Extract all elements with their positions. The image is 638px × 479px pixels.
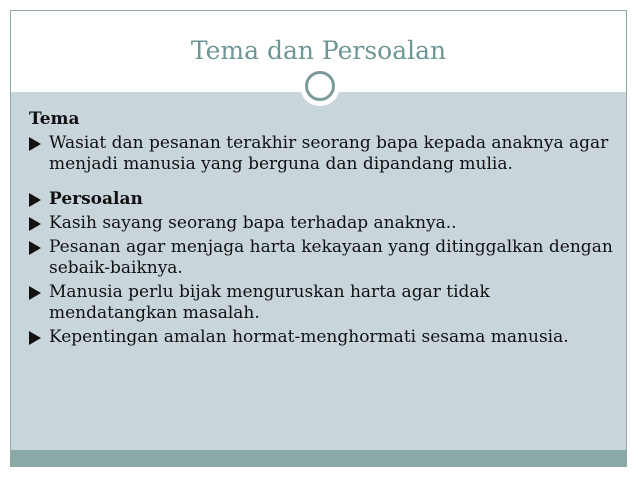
tema-heading: Tema [29, 109, 80, 129]
triangle-bullet-icon [29, 193, 41, 207]
persoalan-item-text: Manusia perlu bijak menguruskan harta agar tidak mendatangkan masalah. [49, 282, 490, 323]
footer-bar [11, 450, 626, 466]
tema-text: Wasiat dan pesanan terakhir seorang bapa kepada anaknya agar menjadi manusia yang berguna dan dipandang mulia. [49, 133, 609, 174]
slide-title: Tema dan Persoalan [190, 36, 447, 65]
persoalan-item [29, 213, 619, 234]
persoalan-item [29, 327, 619, 348]
persoalan-item [29, 282, 619, 324]
persoalan-heading-item [29, 189, 619, 210]
persoalan-item-text: Kepentingan amalan hormat-menghormati sesama manusia. [49, 327, 569, 347]
tema-item [29, 133, 619, 175]
triangle-bullet-icon [29, 286, 41, 300]
triangle-bullet-icon [29, 241, 41, 255]
slide [10, 10, 627, 467]
triangle-bullet-icon [29, 137, 41, 151]
persoalan-item-text: Kasih sayang seorang bapa terhadap anaknya.. [49, 213, 457, 233]
persoalan-item [29, 237, 619, 279]
triangle-bullet-icon [29, 331, 41, 345]
slide-body [29, 109, 619, 351]
persoalan-item-text: Pesanan agar menjaga harta kekayaan yang ditinggalkan dengan sebaik-baiknya. [49, 237, 613, 278]
circle-ring-icon [305, 71, 335, 101]
triangle-bullet-icon [29, 217, 41, 231]
persoalan-heading: Persoalan [49, 189, 143, 209]
